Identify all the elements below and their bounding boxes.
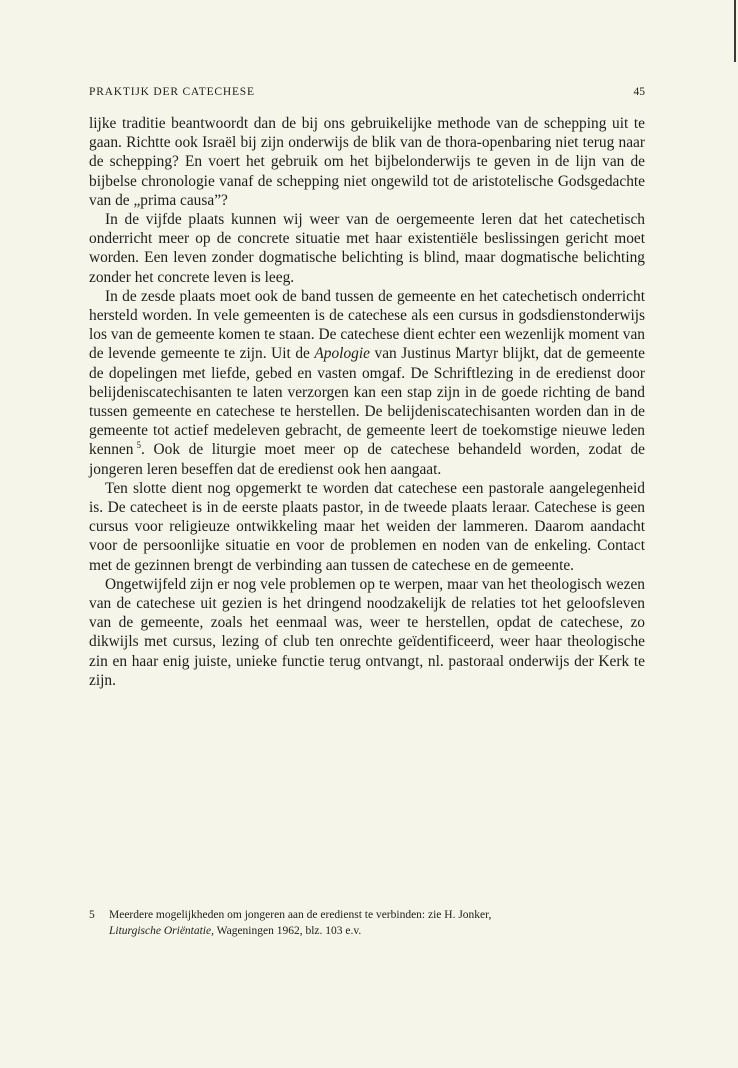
paragraph: lijke traditie beantwoordt dan de bij ons gebruikelijke methode van de schepping uit te gaan. Richtte ook Israël bij zijn onderwijs de blik van de thora-openbaring niet terug naar de schepping? En voert het gebruik om het bijbelonderwijs te geven in de lijn van de bijbelse chronologie vanaf de schepping niet ongewild tot de aristotelische Godsgedachte van de „prima causa”? [89,115,645,209]
paragraph-text: van Justinus Martyr blijkt, dat de gemeente de dopelingen met liefde, gebed en vasten omgaf. De Schriftlezing in de eredienst door belijdeniscatechisanten te laten verzorgen kan een stap zijn in de goede richting de band tussen gemeente en catechese te herstellen. De belijdeniscatechisanten worden dan in de gemeente tot actief medeleven gebracht, de gemeente leert de toekomstige nieuwe leden kennen [89,345,645,459]
paragraph-text: . Ook de liturgie moet meer op de catechese behandeld worden, zodat de jongeren leren beseffen dat de eredienst ook hen aangaat. [89,441,645,478]
footnote [89,908,645,924]
body-text [89,114,645,690]
footnote-italic-title: Liturgische Oriëntatie, [109,924,214,937]
paragraph: In de vijfde plaats kunnen wij weer van de oergemeente leren dat het catechetisch onderricht meer op de concrete situatie met haar existentiële beslissingen gericht moet worden. Een leven zonder dogmatische belichting is blind, maar dogmatische belichting zonder het concrete leven is leeg. [89,211,645,286]
footnote-number: 5 [89,909,95,921]
scan-edge-line [734,0,736,62]
paragraph [89,287,645,479]
footnote-text: Meerdere mogelijkheden om jongeren aan de eredienst te verbinden: zie H. Jonker, [109,909,492,921]
footnotes [89,908,645,939]
paragraph-text: In de zesde plaats moet ook de band tussen de gemeente en het catechetisch onderricht hersteld worden. In vele gemeenten is de catechese als een cursus in godsdienstonderwijs los van de gemeente komen te staan. De catechese dient echter een wezenlijk moment van de levende gemeente te zijn. Uit de [89,287,645,363]
footnote-continuation [89,924,645,940]
italic-title: Apologie [314,345,370,363]
running-head-title: PRAKTIJK DER CATECHESE [89,86,255,98]
footnote-text: Wageningen 1962, blz. 103 e.v. [213,924,362,937]
page-number: 45 [633,86,645,98]
footnote-reference[interactable]: 5 [136,440,142,451]
paragraph: Ongetwijfeld zijn er nog vele problemen op te werpen, maar van het theologisch wezen van de catechese uit gezien is het dringend noodzakelijk de relaties tot het geloofsleven van de gemeente, zoals het eenmaal was, weer te herstellen, opdat de catechese, zo dikwijls met cursus, lezing of club ten onrechte geïdentificeerd, weer haar theologische zin en haar enig juiste, unieke functie terug ontvangt, nl. pastoraal onderwijs der Kerk te zijn. [89,575,645,689]
paragraph: Ten slotte dient nog opgemerkt te worden dat catechese een pastorale aangelegenheid is. De catecheet is in de eerste plaats pastor, in de tweede plaats leraar. Catechese is geen cursus voor religieuze ontwikkeling maar het weiden der lammeren. Daarom aandacht voor de persoonlijke situatie en voor de problemen en noden van de enkeling. Contact met de gezinnen brengt de verbinding aan tussen de catechese en de gemeente. [89,479,645,574]
